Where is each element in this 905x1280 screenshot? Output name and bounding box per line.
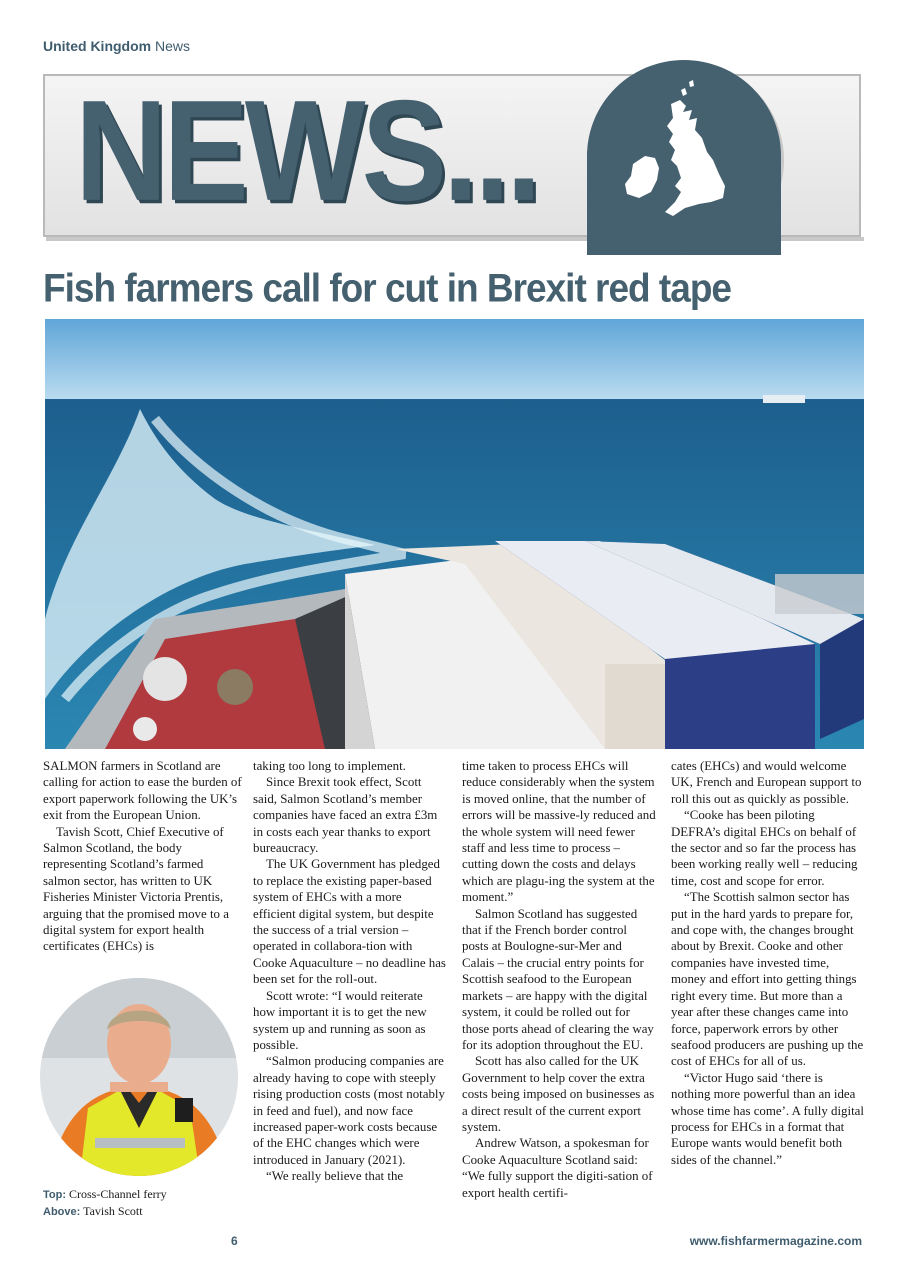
uk-map-icon bbox=[585, 60, 785, 255]
column-1 bbox=[43, 758, 243, 955]
column-3 bbox=[462, 758, 656, 1201]
photo-captions bbox=[43, 1186, 167, 1220]
col2-para-4: Scott wrote: “I would reiterate how important it is to get the new system up and running as soon as possible. bbox=[253, 988, 427, 1052]
col1-para-2: Tavish Scott, Chief Executive of Salmon Scotland, the body representing Scotland’s farmed salmon sector, has written to UK Fisheries Minister Victoria Prentis, arguing that the promised move to a digital system for export health certificates (EHCs) is bbox=[43, 824, 229, 954]
caption-above bbox=[43, 1203, 167, 1220]
col2-para-6: “We really believe that the bbox=[266, 1169, 404, 1184]
article-headline: Fish farmers call for cut in Brexit red tape bbox=[43, 265, 731, 311]
col4-para-3: “The Scottish salmon sector has put in the hard yards to prepare for, and cope with, the changes brought about by Brexit. Cooke and other companies have invested time, money and effort into getting things right every time. But more than a year after these changes came into force, paperwork errors by other seafood producers are pushing up the cost of EHCs for all of us. bbox=[671, 890, 864, 1069]
caption-top bbox=[43, 1186, 167, 1203]
ferry-photo bbox=[45, 319, 864, 749]
col4-para-1: cates (EHCs) and would welcome UK, French and European support to roll this out as quickly as possible. bbox=[671, 759, 862, 806]
col3-para-1: time taken to process EHCs will reduce considerably when the system is moved online, that the number of errors will be massive-ly reduced and the whole system will need fewer staff and less time to process – cutting down the costs and delays which are plagu-ing the system at the moment.” bbox=[462, 759, 656, 905]
col2-para-2: Since Brexit took effect, Scott said, Salmon Scotland’s member companies have faced an extra £3m in costs each year thanks to export bureaucracy. bbox=[253, 775, 438, 856]
column-4 bbox=[671, 758, 865, 1168]
page-number: 6 bbox=[231, 1234, 238, 1248]
website-link[interactable]: www.fishfarmermagazine.com bbox=[689, 1234, 862, 1248]
portrait-photo bbox=[40, 978, 238, 1176]
col4-para-4: “Victor Hugo said ‘there is nothing more powerful than an idea whose time has come’. A fully digital process for EHCs in a format that Europe wants would benefit both sides of the channel.” bbox=[671, 1070, 864, 1167]
caption-above-text: Tavish Scott bbox=[83, 1204, 143, 1218]
col3-para-3: Scott has also called for the UK Government to help cover the extra costs being imposed on businesses as a direct result of the current export system. bbox=[462, 1054, 655, 1134]
banner-word: NEWS... bbox=[75, 71, 538, 232]
col1-para-1: SALMON farmers in Scotland are calling for action to ease the burden of export paperwork following the UK’s exit from the European Union. bbox=[43, 759, 242, 823]
col2-para-1: taking too long to implement. bbox=[253, 759, 406, 773]
col2-para-3: The UK Government has pledged to replace the existing paper-based system of EHCs with a more efficient digital system, but despite the success of a trial version – operated in collabora-tion with Cooke Aquaculture – no deadline has been set for the roll-out. bbox=[253, 857, 446, 987]
section-label-bold: United Kingdom bbox=[43, 38, 152, 54]
caption-above-key: Above: bbox=[43, 1206, 81, 1218]
caption-top-key: Top: bbox=[43, 1189, 67, 1201]
column-2 bbox=[253, 758, 446, 1185]
col2-para-5: “Salmon producing companies are already having to cope with steeply rising production costs (most notably in feed and fuel), and now face increased paper-work costs because of the EHC changes which were introduced in January (2021). bbox=[253, 1054, 445, 1167]
section-label bbox=[43, 38, 190, 54]
col3-para-4: Andrew Watson, a spokesman for Cooke Aquaculture Scotland said: “We fully support the digiti-sation of export health certifi- bbox=[462, 1136, 653, 1200]
col4-para-2: “Cooke has been piloting DEFRA’s digital EHCs on behalf of the sector and so far the process has been working really well – reducing time, cost and scope for error. bbox=[671, 808, 858, 888]
col3-para-2: Salmon Scotland has suggested that if the French border control posts at Boulogne-sur-Mer and Calais – the crucial entry points for Scottish seafood to the European markets – are happy with the digital system, it could be rolled out for those ports ahead of clearing the way for its adoption throughout the EU. bbox=[462, 906, 654, 1052]
section-label-light: News bbox=[155, 38, 191, 54]
caption-top-text: Cross-Channel ferry bbox=[69, 1187, 167, 1201]
